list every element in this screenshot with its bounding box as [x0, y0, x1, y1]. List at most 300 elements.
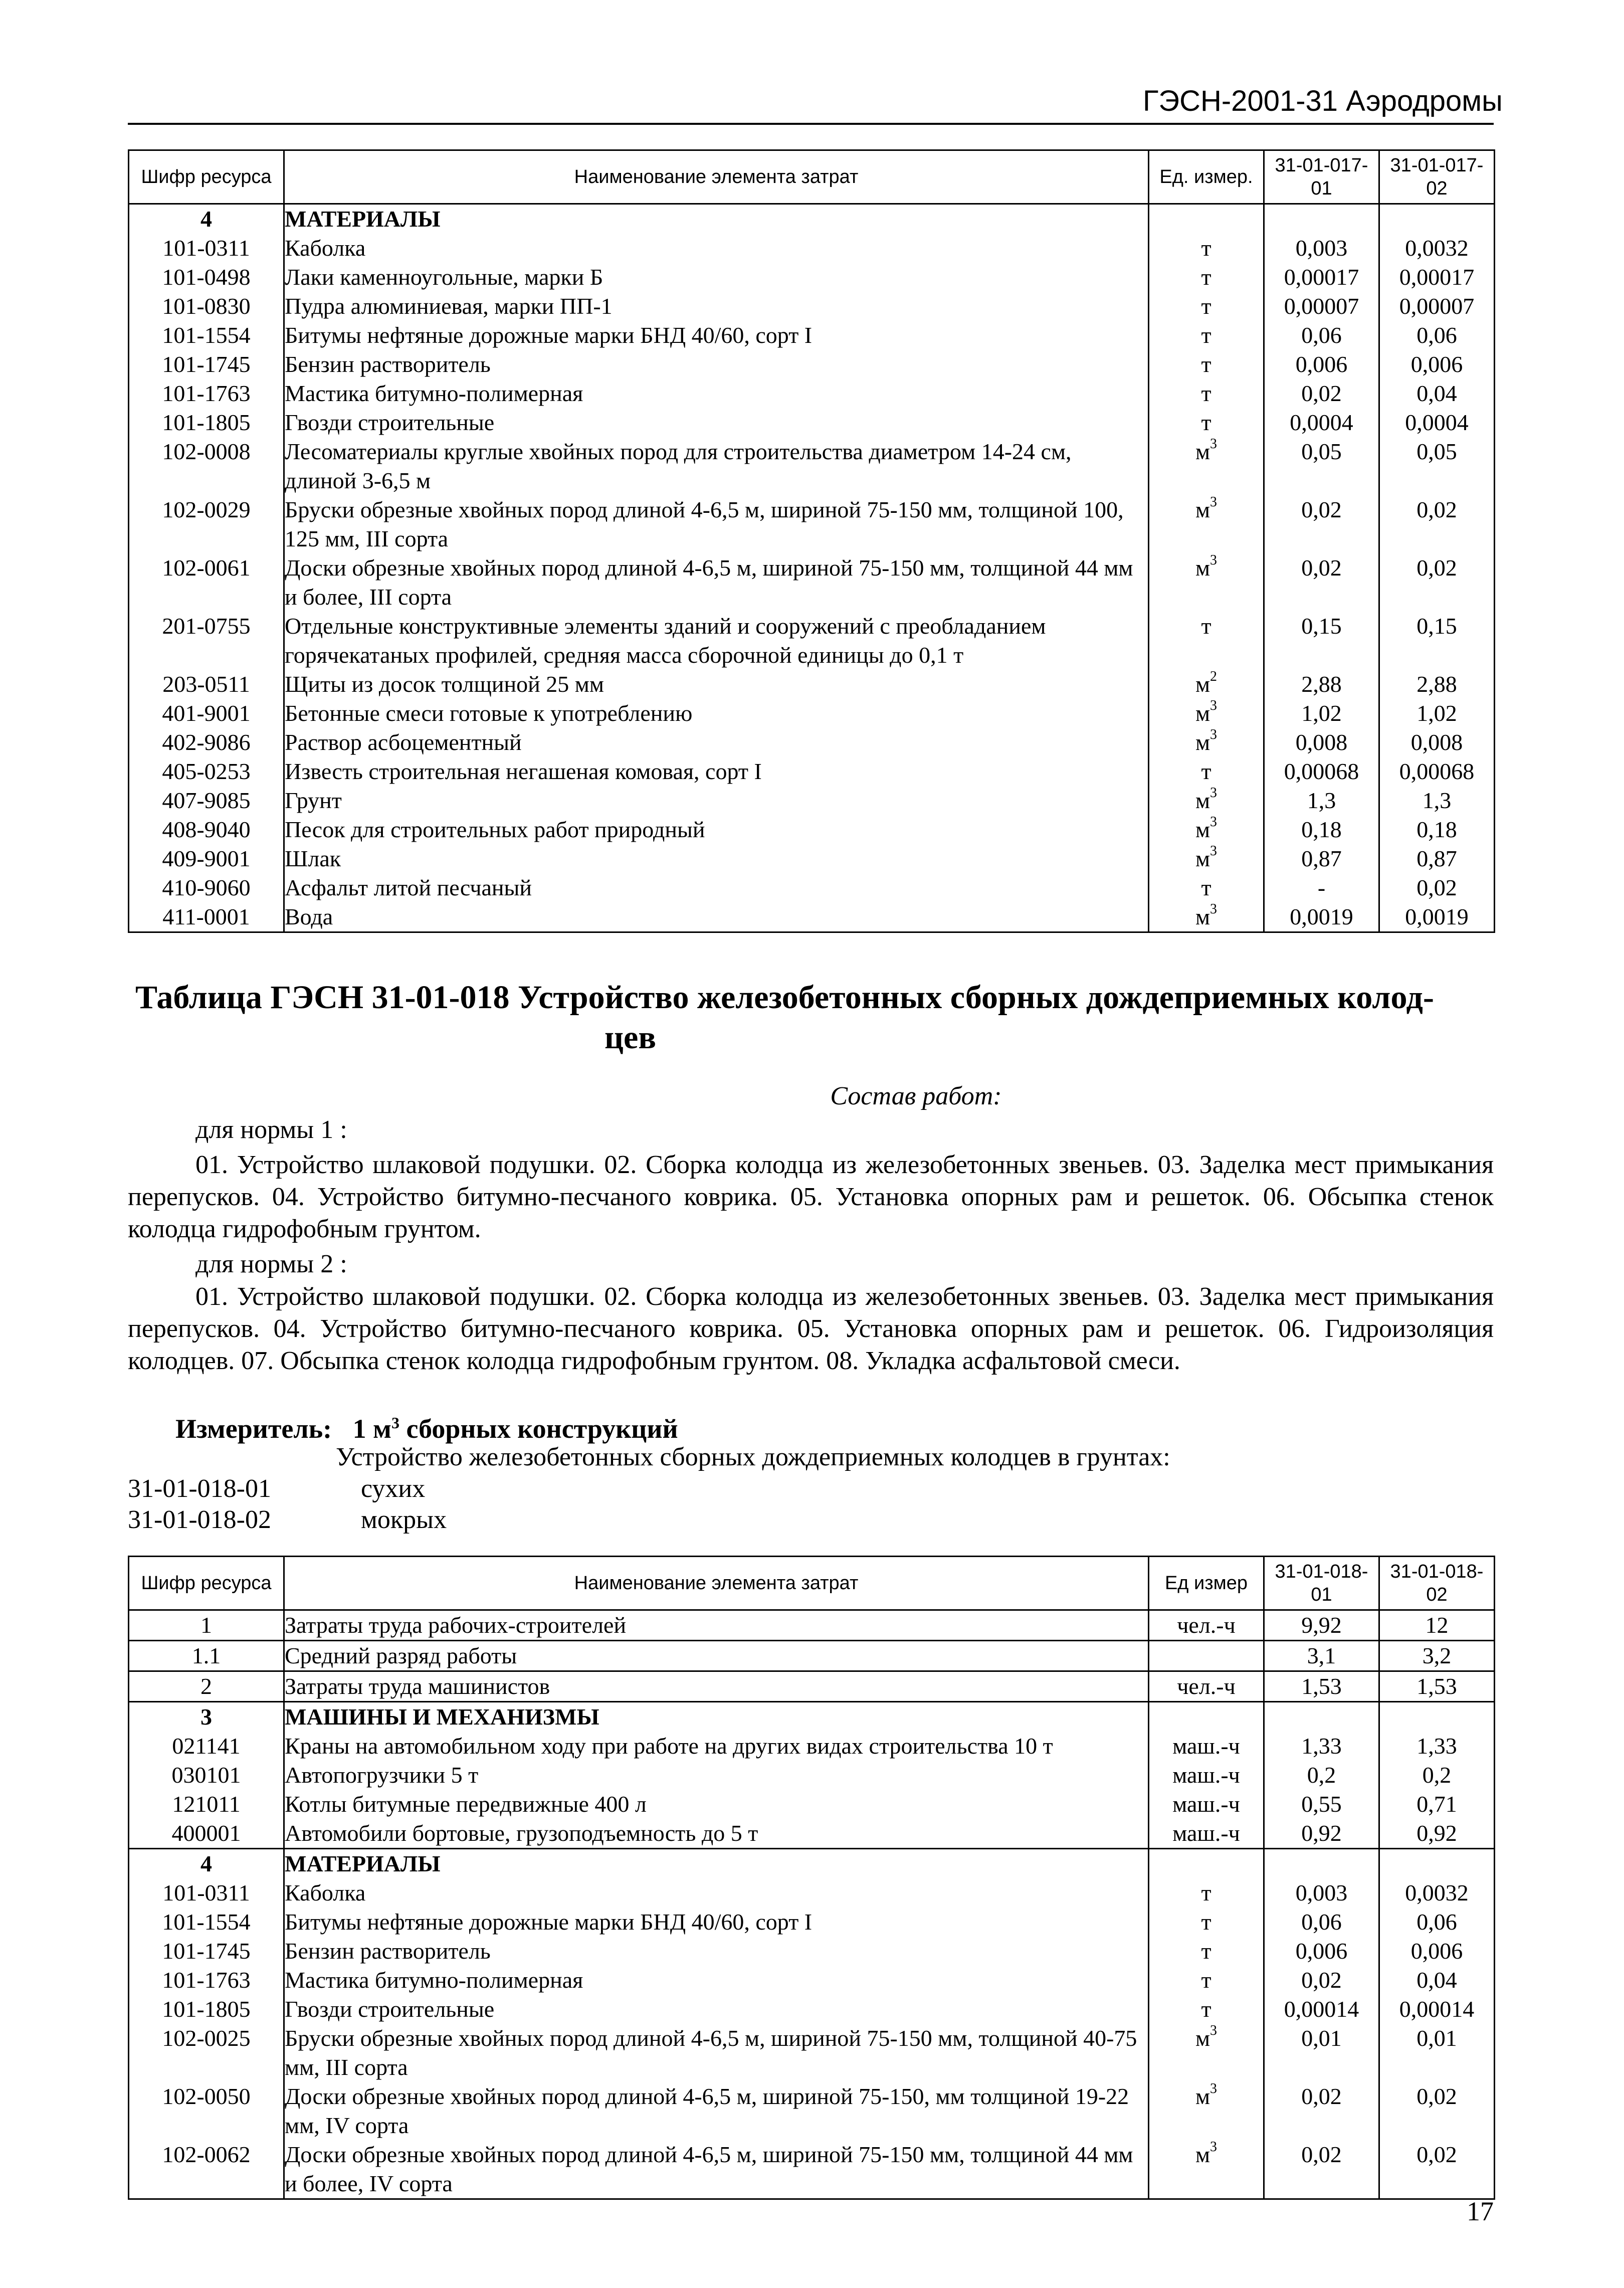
unit-cell-text: т	[1201, 758, 1211, 784]
value-cell-text: 0,006	[1410, 1938, 1463, 1964]
resource-code-cell-text: 101-0830	[162, 293, 251, 319]
resource-code-cell-text: 102-0008	[162, 439, 251, 464]
table-row	[129, 2024, 1495, 2082]
value-cell	[1379, 553, 1495, 612]
unit-cell	[1149, 437, 1264, 495]
resource-name-cell-text: Бетонные смеси готовые к употреблению	[285, 700, 693, 726]
table-row	[129, 408, 1495, 437]
column-header: Наименование элемента затрат	[284, 150, 1149, 204]
resource-code-cell	[129, 2082, 284, 2140]
unit-cell	[1149, 1641, 1264, 1671]
value-cell	[1379, 1671, 1495, 1702]
value-cell	[1264, 350, 1379, 379]
value-cell	[1379, 292, 1495, 321]
table-row	[129, 612, 1495, 670]
value-cell-text: 9,92	[1301, 1612, 1342, 1638]
value-cell-text: 0,00007	[1399, 293, 1475, 319]
resource-name-cell	[284, 844, 1149, 873]
resource-name-cell	[284, 1732, 1149, 1761]
resource-name-cell	[284, 873, 1149, 902]
value-cell	[1379, 204, 1495, 234]
value-cell-text: 0,0019	[1290, 904, 1353, 929]
value-cell	[1379, 1849, 1495, 1879]
value-cell-text: 0,00068	[1284, 758, 1359, 784]
table-row	[129, 263, 1495, 292]
unit-cell	[1149, 1878, 1264, 1908]
table-row	[129, 1819, 1495, 1849]
resource-code-cell	[129, 292, 284, 321]
value-cell	[1264, 234, 1379, 263]
resource-code-cell-text: 4	[200, 206, 212, 232]
value-cell	[1379, 757, 1495, 786]
table-row	[129, 2140, 1495, 2199]
resource-code-cell	[129, 2024, 284, 2082]
unit-cell-text: маш.-ч	[1172, 1762, 1240, 1788]
table-row	[129, 1732, 1495, 1761]
resource-name-cell-text: Автопогрузчики 5 т	[285, 1762, 479, 1788]
resource-code-cell-text: 1	[200, 1612, 212, 1638]
resource-code-cell	[129, 1610, 284, 1641]
unit-exponent: 3	[1210, 814, 1217, 830]
value-cell	[1379, 1641, 1495, 1671]
resource-code-cell-text: 407-9085	[162, 788, 251, 813]
value-cell	[1264, 670, 1379, 699]
unit-cell	[1149, 1790, 1264, 1819]
resource-code-cell	[129, 1995, 284, 2024]
resource-name-cell-text: МАТЕРИАЛЫ	[285, 206, 441, 232]
value-cell	[1264, 437, 1379, 495]
resource-code-cell	[129, 1966, 284, 1995]
unit-cell-text: чел.-ч	[1177, 1673, 1236, 1699]
value-cell	[1264, 1702, 1379, 1732]
resource-code-cell-text: 405-0253	[162, 758, 251, 784]
unit-cell	[1149, 1761, 1264, 1790]
table-heading-continuation: цев	[604, 1019, 656, 1056]
resource-code-cell-text: 3	[200, 1704, 212, 1730]
resource-code-cell-text: 101-1763	[162, 1967, 251, 1993]
resource-code-cell-text: 102-0050	[162, 2083, 251, 2109]
unit-cell	[1149, 902, 1264, 932]
unit-cell-text: т	[1201, 1938, 1211, 1964]
resource-name-cell-text: Котлы битумные передвижные 400 л	[285, 1791, 647, 1817]
unit-exponent: 3	[1210, 2022, 1217, 2038]
resource-name-cell	[284, 1761, 1149, 1790]
value-cell	[1379, 408, 1495, 437]
unit-cell-text: м	[1195, 2083, 1210, 2109]
value-cell-text: 3,1	[1307, 1643, 1336, 1668]
resource-code-cell	[129, 350, 284, 379]
resource-name-cell-text: Битумы нефтяные дорожные марки БНД 40/60, сорт I	[285, 1909, 813, 1935]
resource-name-cell	[284, 292, 1149, 321]
resource-code-cell-text: 2	[200, 1673, 212, 1699]
value-cell-text: 0,92	[1301, 1820, 1342, 1846]
value-cell	[1379, 495, 1495, 553]
value-cell-text: 1,53	[1301, 1673, 1342, 1699]
value-cell-text: 2,88	[1416, 671, 1457, 697]
unit-cell	[1149, 553, 1264, 612]
value-cell-text: 0,02	[1416, 555, 1457, 581]
value-cell	[1379, 728, 1495, 757]
meter-rest: сборных конструкций	[399, 1414, 678, 1444]
resource-code-cell	[129, 321, 284, 350]
resource-name-cell	[284, 670, 1149, 699]
value-cell	[1264, 757, 1379, 786]
value-cell-text: 0,02	[1301, 555, 1342, 581]
unit-cell	[1149, 699, 1264, 728]
resource-name-cell-text: Бруски обрезные хвойных пород длиной 4-6,5 м, шириной 75-150 мм, толщиной 100, 125 мм, III сорта	[285, 497, 1124, 551]
value-cell-text: 1,33	[1301, 1733, 1342, 1759]
resource-name-cell	[284, 1790, 1149, 1819]
value-cell	[1379, 902, 1495, 932]
unit-cell-text: т	[1201, 293, 1211, 319]
unit-cell	[1149, 1995, 1264, 2024]
value-cell	[1379, 321, 1495, 350]
value-cell	[1379, 379, 1495, 408]
resource-code-cell	[129, 1937, 284, 1966]
value-cell	[1379, 612, 1495, 670]
resource-code-cell	[129, 1761, 284, 1790]
value-cell	[1264, 1995, 1379, 2024]
resource-name-cell	[284, 321, 1149, 350]
resource-code-cell-text: 400001	[171, 1820, 241, 1846]
value-cell	[1379, 2082, 1495, 2140]
resource-name-cell	[284, 815, 1149, 844]
value-cell	[1379, 234, 1495, 263]
value-cell-text: 0,04	[1416, 1967, 1457, 1993]
resource-name-cell-text: Грунт	[285, 788, 342, 813]
unit-cell-text: м	[1195, 729, 1210, 755]
unit-cell	[1149, 873, 1264, 902]
resource-name-cell-text: Раствор асбоцементный	[285, 729, 522, 755]
value-cell-text: 0,008	[1410, 729, 1463, 755]
table-row	[129, 321, 1495, 350]
resource-code-cell	[129, 437, 284, 495]
unit-cell	[1149, 844, 1264, 873]
value-cell-text: 0,01	[1416, 2025, 1457, 2051]
unit-cell	[1149, 234, 1264, 263]
resource-code-cell	[129, 757, 284, 786]
unit-cell	[1149, 2024, 1264, 2082]
resource-name-cell	[284, 757, 1149, 786]
resource-name-cell	[284, 1641, 1149, 1671]
value-cell	[1264, 815, 1379, 844]
value-cell	[1264, 408, 1379, 437]
column-header: 31-01-017-02	[1379, 150, 1495, 204]
resource-name-cell	[284, 728, 1149, 757]
table-row	[129, 1937, 1495, 1966]
table-row	[129, 2082, 1495, 2140]
table-row	[129, 1966, 1495, 1995]
norm2-label: для нормы 2 :	[195, 1250, 347, 1278]
resource-name-cell	[284, 2082, 1149, 2140]
value-cell	[1264, 1761, 1379, 1790]
value-cell-text: 1,3	[1307, 788, 1336, 813]
value-cell-text: 0,02	[1301, 1967, 1342, 1993]
resource-code-cell-text: 030101	[171, 1762, 241, 1788]
column-header: Ед. измер.	[1149, 150, 1264, 204]
resource-code-cell-text: 021141	[172, 1733, 241, 1759]
value-cell-text: 0,0004	[1290, 410, 1353, 435]
value-cell	[1379, 1761, 1495, 1790]
resource-code-cell	[129, 1878, 284, 1908]
value-cell	[1264, 1878, 1379, 1908]
unit-cell	[1149, 757, 1264, 786]
resource-code-cell	[129, 495, 284, 553]
unit-cell-text: м	[1195, 788, 1210, 813]
resource-name-cell-text: Пудра алюминиевая, марки ПП-1	[285, 293, 613, 319]
value-cell	[1379, 1908, 1495, 1937]
resource-code-cell	[129, 815, 284, 844]
resource-name-cell	[284, 2024, 1149, 2082]
unit-cell	[1149, 815, 1264, 844]
resource-name-cell-text: МАШИНЫ И МЕХАНИЗМЫ	[285, 1704, 599, 1730]
resource-name-cell-text: Отдельные конструктивные элементы зданий и сооружений с преобладанием горячекатаных профилей, средняя масса сборочной единицы до 0,1 т	[285, 613, 1046, 668]
meter-sup: 3	[391, 1414, 399, 1432]
value-cell-text: 1,53	[1416, 1673, 1457, 1699]
value-cell-text: 0,02	[1416, 497, 1457, 522]
resource-code-cell-text: 101-0311	[162, 235, 250, 261]
resource-code-cell-text: 401-9001	[162, 700, 251, 726]
table-row	[129, 1790, 1495, 1819]
resource-name-cell	[284, 408, 1149, 437]
resource-code-cell	[129, 873, 284, 902]
unit-exponent: 3	[1210, 785, 1217, 801]
variant-name: мокрых	[361, 1505, 447, 1534]
table-row	[129, 1878, 1495, 1908]
value-cell	[1379, 1966, 1495, 1995]
unit-cell-text: м	[1195, 497, 1210, 522]
unit-cell-text: м	[1195, 700, 1210, 726]
resource-code-cell	[129, 2140, 284, 2199]
resource-code-cell-text: 402-9086	[162, 729, 251, 755]
value-cell-text: 0,02	[1416, 875, 1457, 900]
resource-code-cell-text: 1.1	[191, 1643, 221, 1668]
resource-name-cell-text: Каболка	[285, 1880, 366, 1905]
value-cell-text: 0,0032	[1405, 235, 1469, 261]
resource-name-cell-text: Шлак	[285, 846, 341, 871]
value-cell-text: 0,02	[1416, 2142, 1457, 2167]
value-cell-text: 0,00007	[1284, 293, 1359, 319]
unit-cell-text: м	[1195, 2025, 1210, 2051]
section-row	[129, 1702, 1495, 1732]
table-header-row	[129, 150, 1495, 204]
unit-cell	[1149, 1966, 1264, 1995]
resource-name-cell-text: Бензин растворитель	[285, 351, 491, 377]
value-cell-text: 0,15	[1301, 613, 1342, 639]
unit-cell-text: т	[1201, 1909, 1211, 1935]
unit-cell-text: маш.-ч	[1172, 1820, 1240, 1846]
value-cell	[1379, 1995, 1495, 2024]
resource-code-cell-text: 411-0001	[162, 904, 250, 929]
resource-code-cell	[129, 379, 284, 408]
resource-name-cell	[284, 1610, 1149, 1641]
value-cell	[1379, 1790, 1495, 1819]
value-cell	[1264, 2082, 1379, 2140]
value-cell	[1379, 1878, 1495, 1908]
value-cell-text: 0,0019	[1405, 904, 1469, 929]
value-cell	[1264, 699, 1379, 728]
value-cell-text: 0,006	[1295, 351, 1348, 377]
table-row	[129, 350, 1495, 379]
resource-name-cell	[284, 1878, 1149, 1908]
resource-name-cell-text: Доски обрезные хвойных пород длиной 4-6,5 м, шириной 75-150, мм толщиной 19-22 мм, IV сорта	[285, 2083, 1129, 2138]
value-cell	[1264, 873, 1379, 902]
value-cell	[1264, 612, 1379, 670]
resource-name-cell-text: Лесоматериалы круглые хвойных пород для строительства диаметром 14-24 см, длиной 3-6,5 м	[285, 439, 1072, 493]
unit-exponent: 3	[1210, 843, 1217, 859]
unit-cell-text: м	[1195, 817, 1210, 842]
table-row	[129, 1908, 1495, 1937]
resource-name-cell	[284, 612, 1149, 670]
value-cell	[1379, 350, 1495, 379]
resource-name-cell	[284, 786, 1149, 815]
composition-title: Состав работ:	[830, 1082, 1002, 1110]
resource-name-cell-text: Краны на автомобильном ходу при работе на других видах строительства 10 т	[285, 1733, 1053, 1759]
table-row	[129, 786, 1495, 815]
resource-code-cell	[129, 408, 284, 437]
table-row	[129, 873, 1495, 902]
value-cell-text: 0,87	[1301, 846, 1342, 871]
resource-name-cell	[284, 234, 1149, 263]
column-header: Шифр ресурса	[129, 150, 284, 204]
section-row	[129, 1849, 1495, 1879]
resource-name-cell-text: Бруски обрезные хвойных пород длиной 4-6,5 м, шириной 75-150 мм, толщиной 40-75 мм, III сорта	[285, 2025, 1137, 2080]
value-cell-text: 0,003	[1295, 235, 1348, 261]
resource-name-cell	[284, 902, 1149, 932]
value-cell-text: 0,2	[1307, 1762, 1336, 1788]
unit-cell-text: т	[1201, 235, 1211, 261]
value-cell-text: 0,06	[1416, 322, 1457, 348]
resource-name-cell	[284, 1702, 1149, 1732]
header-rule	[128, 123, 1494, 125]
unit-cell	[1149, 379, 1264, 408]
value-cell	[1264, 292, 1379, 321]
resource-name-cell	[284, 1937, 1149, 1966]
value-cell-text: 0,00017	[1284, 264, 1359, 290]
page-number: 17	[1467, 2196, 1494, 2226]
norm1-text: 01. Устройство шлаковой подушки. 02. Сборка колодца из железобетонных звеньев. 03. Заделка мест примыкания перепусков. 04. Устройство битумно-песчаного коврика. 05. Установка опорных рам и решеток. 06. Обсыпка стенок колодца гидрофобным грунтом.	[128, 1151, 1494, 1243]
value-cell-text: 1,02	[1301, 700, 1342, 726]
resource-code-cell-text: 408-9040	[162, 817, 251, 842]
value-cell	[1264, 321, 1379, 350]
unit-exponent: 3	[1210, 2139, 1217, 2155]
value-cell	[1379, 815, 1495, 844]
unit-cell-text: маш.-ч	[1172, 1791, 1240, 1817]
value-cell-text: 0,01	[1301, 2025, 1342, 2051]
value-cell	[1264, 1671, 1379, 1702]
table-heading: Таблица ГЭСН 31-01-018 Устройство железобетонных сборных дождеприемных колод-	[135, 979, 1434, 1016]
resource-table-018	[128, 1556, 1495, 2200]
value-cell	[1379, 2140, 1495, 2199]
resource-code-cell-text: 101-1805	[162, 410, 251, 435]
variants-caption: Устройство железобетонных сборных дождеприемных колодцев в грунтах:	[336, 1443, 1170, 1471]
value-cell-text: 0,15	[1416, 613, 1457, 639]
value-cell-text: 0,008	[1295, 729, 1348, 755]
value-cell-text: 3,2	[1422, 1643, 1452, 1668]
resource-code-cell-text: 101-1745	[162, 351, 251, 377]
resource-code-cell-text: 102-0029	[162, 497, 251, 522]
resource-code-cell	[129, 204, 284, 234]
column-header: Наименование элемента затрат	[284, 1557, 1149, 1610]
resource-name-cell	[284, 1966, 1149, 1995]
norm2-text: 01. Устройство шлаковой подушки. 02. Сборка колодца из железобетонных звеньев. 03. Заделка мест примыкания перепусков. 04. Устройство битумно-песчаного коврика. 05. Установка опорных рам и решеток. 06. Гидроизоляция колодцев. 07. Обсыпка стенок колодца гидрофобным грунтом. 08. Укладка асфальтовой смеси.	[128, 1282, 1494, 1375]
resource-name-cell	[284, 1819, 1149, 1849]
value-cell	[1379, 1937, 1495, 1966]
unit-cell	[1149, 350, 1264, 379]
value-cell	[1379, 1732, 1495, 1761]
resource-name-cell-text: Затраты труда рабочих-строителей	[285, 1612, 627, 1638]
resource-code-cell	[129, 1908, 284, 1937]
measurement-unit	[175, 1406, 678, 1445]
resource-code-cell-text: 410-9060	[162, 875, 251, 900]
value-cell	[1264, 495, 1379, 553]
resource-name-cell-text: Доски обрезные хвойных пород длиной 4-6,5 м, шириной 75-150 мм, толщиной 44 мм и более, IV сорта	[285, 2142, 1133, 2196]
value-cell-text: 0,04	[1416, 380, 1457, 406]
value-cell-text: 0,87	[1416, 846, 1457, 871]
resource-name-cell-text: Мастика битумно-полимерная	[285, 1967, 583, 1993]
value-cell-text: 12	[1425, 1612, 1449, 1638]
value-cell	[1264, 2140, 1379, 2199]
value-cell-text: 1,3	[1422, 788, 1452, 813]
column-header: 31-01-018-01	[1264, 1557, 1379, 1610]
resource-code-cell	[129, 786, 284, 815]
meter-value: 1 м	[352, 1414, 391, 1444]
resource-code-cell-text: 102-0025	[162, 2025, 251, 2051]
resource-code-cell-text: 121011	[172, 1791, 241, 1817]
unit-cell	[1149, 263, 1264, 292]
norm1-label: для нормы 1 :	[195, 1115, 347, 1144]
value-cell	[1264, 1610, 1379, 1641]
value-cell	[1264, 1641, 1379, 1671]
value-cell-text: 0,00068	[1399, 758, 1475, 784]
resource-name-cell-text: Автомобили бортовые, грузоподъемность до 5 т	[285, 1820, 758, 1846]
resource-name-cell-text: Затраты труда машинистов	[285, 1673, 550, 1699]
value-cell-text: 0,06	[1301, 322, 1342, 348]
resource-name-cell	[284, 495, 1149, 553]
value-cell	[1379, 786, 1495, 815]
resource-code-cell-text: 102-0061	[162, 555, 251, 581]
unit-cell	[1149, 728, 1264, 757]
value-cell-text: 0,05	[1416, 439, 1457, 464]
unit-cell	[1149, 1610, 1264, 1641]
unit-cell-text: т	[1201, 1967, 1211, 1993]
resource-code-cell-text: 101-1554	[162, 1909, 251, 1935]
value-cell-text: 0,0004	[1405, 410, 1469, 435]
table-row	[129, 292, 1495, 321]
value-cell	[1264, 1732, 1379, 1761]
resource-name-cell	[284, 437, 1149, 495]
value-cell-text: 0,02	[1301, 497, 1342, 522]
table-row	[129, 844, 1495, 873]
value-cell	[1379, 844, 1495, 873]
resource-name-cell	[284, 1671, 1149, 1702]
resource-name-cell-text: Средний разряд работы	[285, 1643, 517, 1668]
value-cell-text: 2,88	[1301, 671, 1342, 697]
value-cell-text: -	[1317, 875, 1326, 900]
value-cell-text: 0,71	[1416, 1791, 1457, 1817]
value-cell	[1264, 379, 1379, 408]
resource-code-cell	[129, 553, 284, 612]
unit-exponent: 3	[1210, 494, 1217, 510]
resource-name-cell	[284, 204, 1149, 234]
value-cell-text: 0,00014	[1399, 1996, 1475, 2022]
unit-cell	[1149, 1702, 1264, 1732]
resource-code-cell	[129, 699, 284, 728]
resource-name-cell-text: Песок для строительных работ природный	[285, 817, 705, 842]
value-cell	[1264, 1937, 1379, 1966]
unit-cell-text: т	[1201, 410, 1211, 435]
value-cell-text: 0,05	[1301, 439, 1342, 464]
